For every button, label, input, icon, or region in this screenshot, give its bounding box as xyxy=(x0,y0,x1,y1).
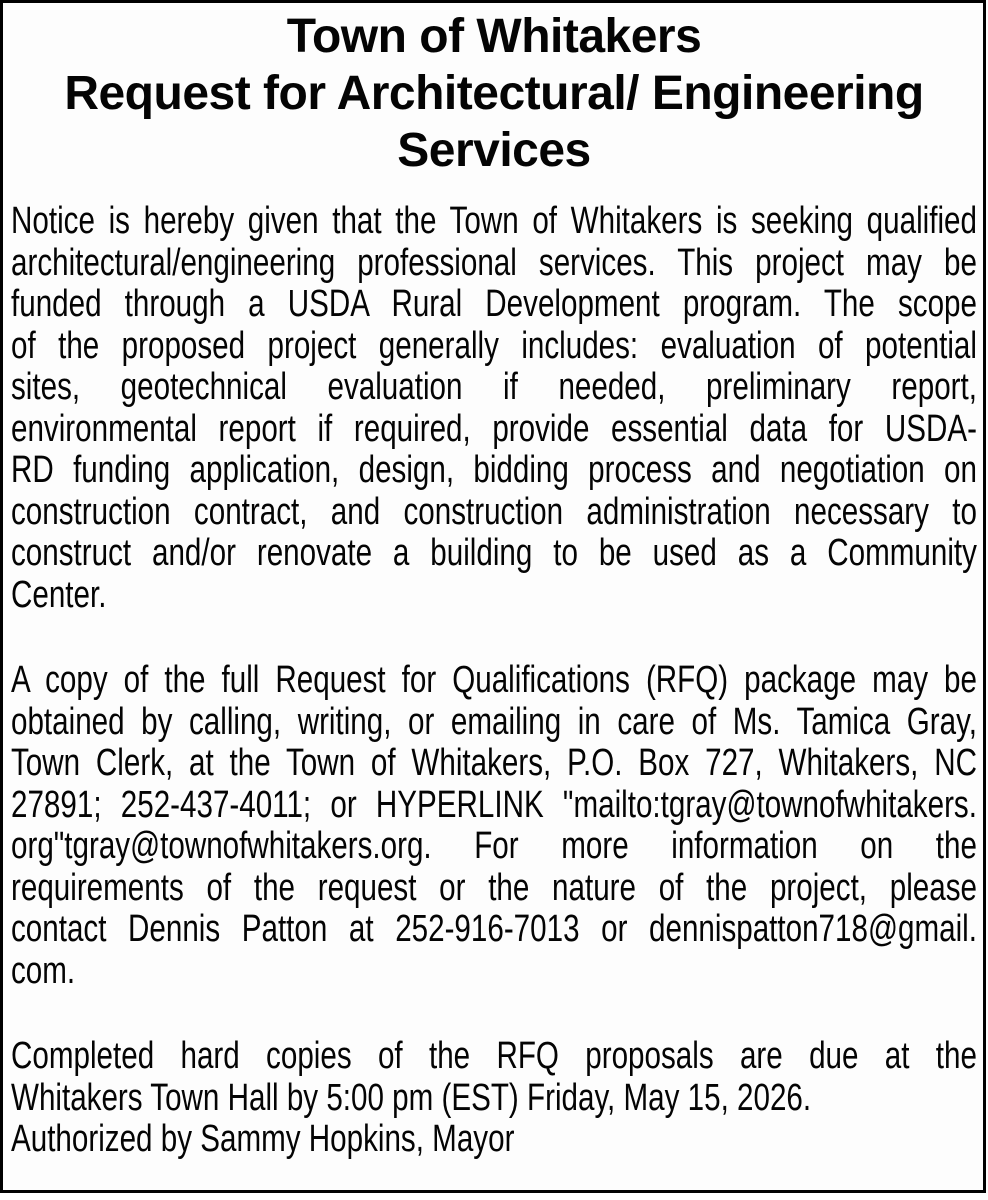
text-line: 27891; 252-437-4011; or HYPERLINK "mailto:tgray@townofwhitakers. xyxy=(11,783,977,826)
text-line: construct and/or renovate a building to be used as a Community xyxy=(11,532,977,574)
text-line: obtained by calling, writing, or emailing in care of Ms. Tamica Gray, xyxy=(11,700,977,743)
notice-title xyxy=(11,8,977,179)
text-line: Completed hard copies of the RFQ proposals are due at the xyxy=(11,1035,977,1077)
text-line: architectural/engineering professional services. This project may be xyxy=(11,241,977,284)
text-line: requirements of the request or the nature of the project, please xyxy=(11,866,977,909)
paragraph-deadline-authorization xyxy=(11,1036,977,1161)
text-line: Authorized by Sammy Hopkins, Mayor xyxy=(11,1118,515,1160)
text-line: Town Clerk, at the Town of Whitakers, P.O. Box 727, Whitakers, NC xyxy=(11,742,977,784)
text-line: of the proposed project generally includes: evaluation of potential xyxy=(11,324,977,367)
text-line: com. xyxy=(11,949,76,992)
text-line: contact Dennis Patton at 252-916-7013 or dennispatton718@gmail. xyxy=(11,908,977,950)
text-line: A copy of the full Request for Qualifications (RFQ) package may be xyxy=(11,659,977,701)
text-line: RD funding application, design, bidding process and negotiation on xyxy=(11,449,977,491)
paragraph-scope-of-project xyxy=(11,201,977,616)
text-line: sites, geotechnical evaluation if needed, preliminary report, xyxy=(11,366,977,408)
title-line-1: Town of Whitakers xyxy=(286,10,702,63)
text-line: Whitakers Town Hall by 5:00 pm (EST) Friday, May 15, 2026. xyxy=(11,1076,812,1119)
text-line: environmental report if required, provide essential data for USDA- xyxy=(11,407,977,450)
text-line: funded through a USDA Rural Development program. The scope xyxy=(11,283,977,325)
text-line: org"tgray@townofwhitakers.org. For more information on the xyxy=(11,825,977,867)
notice-body xyxy=(11,201,977,1161)
text-line: Center. xyxy=(11,573,107,616)
title-line-2: Request for Architectural/ Engineering Services xyxy=(64,67,924,177)
notice-content xyxy=(11,0,977,1161)
text-line: Notice is hereby given that the Town of Whitakers is seeking qualified xyxy=(11,200,977,242)
paragraph-rfq-contact xyxy=(11,660,977,992)
text-line: construction contract, and construction administration necessary to xyxy=(11,490,977,533)
